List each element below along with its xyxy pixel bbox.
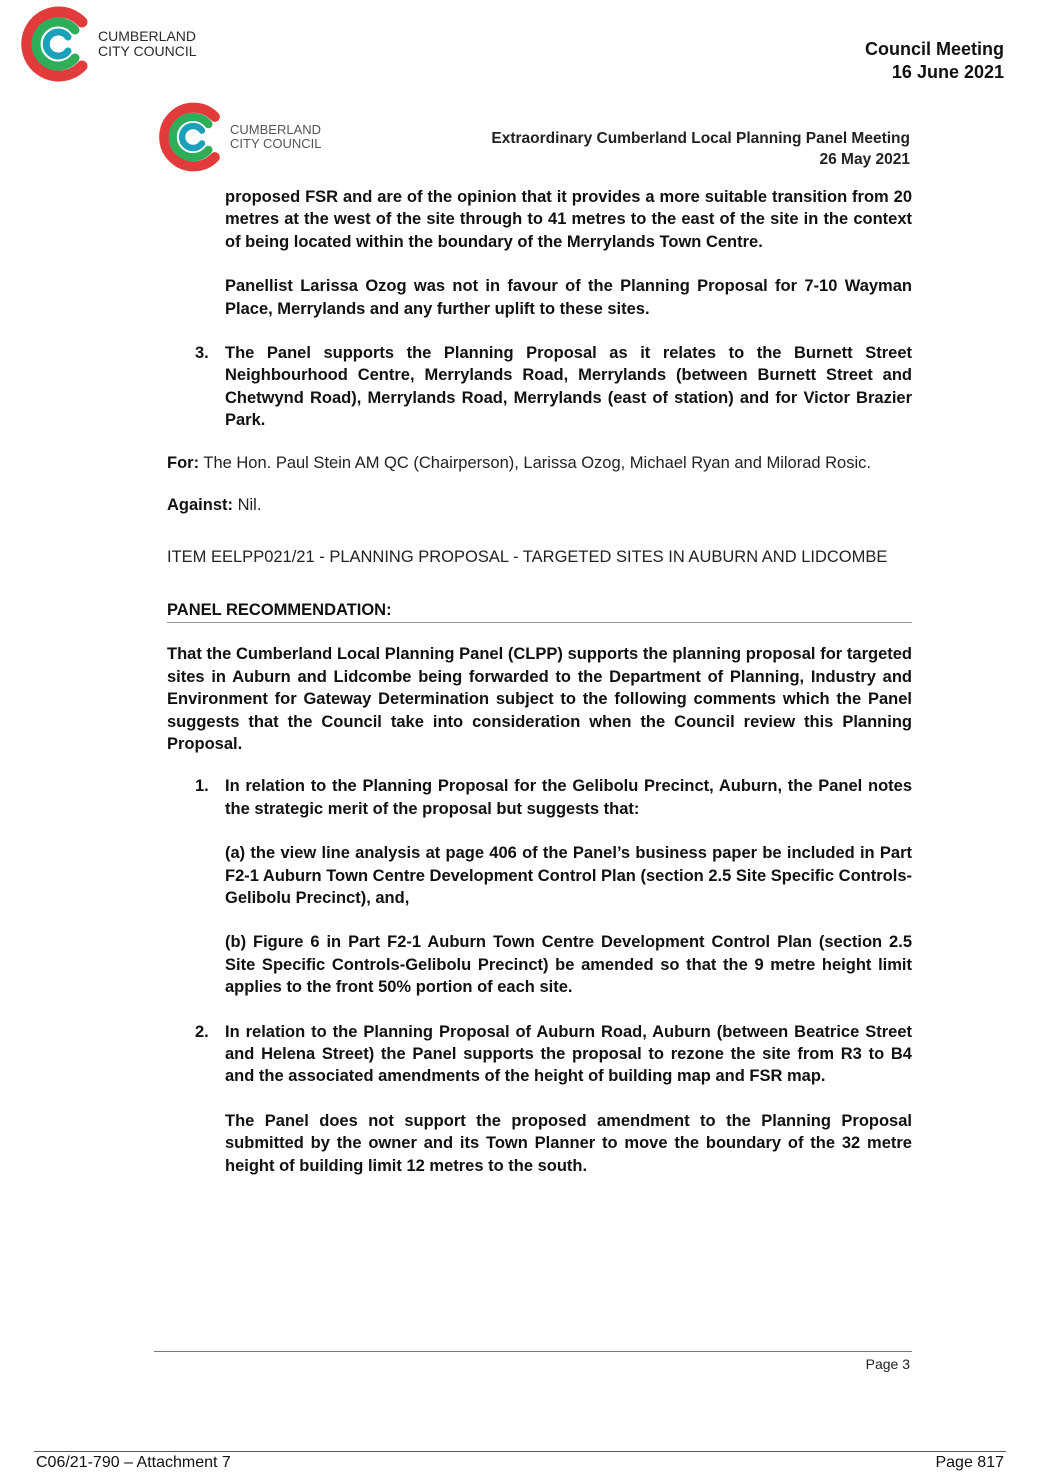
inner-page-number: Page 3: [865, 1356, 910, 1372]
footer-attachment-ref: C06/21-790 – Attachment 7: [36, 1454, 231, 1471]
against-line: [167, 494, 912, 516]
recommendation-1b: (b) Figure 6 in Part F2-1 Auburn Town Centre Development Control Plan (section 2.5 Site Specific Controls-Gelibolu Precinct) be amended so that the 9 metre height limit applies to the front 50% portion of each site.: [225, 933, 912, 997]
for-label: For:: [167, 453, 200, 472]
council-logo-icon: [20, 4, 92, 84]
recommendation-2: [167, 1021, 912, 1088]
council-logo: [20, 4, 197, 84]
item-3-number: 3.: [195, 344, 209, 363]
recommendation-intro: That the Cumberland Local Planning Panel (CLPP) supports the planning proposal for targeted sites in Auburn and Lidcombe being forwarded to the Department of Planning, Industry and Environment for Gateway Determination subject to the following comments which the Panel suggests that the Council take into consideration when the Council review this Planning Proposal.: [167, 645, 912, 753]
inner-council-logo-icon: [158, 100, 224, 174]
item-3-text: The Panel supports the Planning Proposal as it relates to the Burnett Street Neighbourhood Centre, Merrylands Road, Merrylands (between Burnett Street and Chetwynd Road), Merrylands Road, Merrylands (east of station) and for Victor Brazier Park.: [225, 344, 912, 430]
panellist-paragraph: Panellist Larissa Ozog was not in favour of the Planning Proposal for 7-10 Wayman Place, Merrylands and any further uplift to these sites.: [225, 277, 912, 318]
meeting-title: Council Meeting: [865, 39, 1004, 59]
recommendation-1-number: 1.: [195, 777, 209, 796]
inner-logo-line1: CUMBERLAND: [230, 122, 322, 138]
recommendation-1a: (a) the view line analysis at page 406 of the Panel’s business paper be included in Part F2-1 Auburn Town Centre Development Control Plan (section 2.5 Site Specific Controls-Gelibolu Precinct), and,: [225, 844, 912, 907]
inner-header: [491, 128, 910, 170]
recommendation-1-text: In relation to the Planning Proposal for the Gelibolu Precinct, Auburn, the Panel notes the strategic merit of the proposal but suggests that:: [225, 777, 912, 818]
inner-page-divider: [154, 1351, 912, 1352]
for-line: [167, 452, 912, 474]
recommendation-1: [167, 775, 912, 820]
logo-line1: CUMBERLAND: [98, 28, 197, 45]
inner-council-logo: [158, 100, 322, 174]
for-text: The Hon. Paul Stein AM QC (Chairperson), Larissa Ozog, Michael Ryan and Milorad Rosic.: [203, 453, 871, 472]
recommendation-2-text: In relation to the Planning Proposal of Auburn Road, Auburn (between Beatrice Street and Helena Street) the Panel supports the proposal to rezone the site from R3 to B4 and the associated amendments of the height of building map and FSR map.: [225, 1022, 912, 1086]
recommendation-2-number: 2.: [195, 1022, 209, 1041]
document-body: [167, 186, 912, 1177]
continued-paragraph: proposed FSR and are of the opinion that it provides a more suitable transition from 20 metres at the west of the site through to 41 metres to the east of the site in the context of being located within the boundary of the Merrylands Town Centre.: [225, 188, 912, 251]
recommendation-heading: PANEL RECOMMENDATION:: [167, 599, 912, 623]
inner-meeting-title: Extraordinary Cumberland Local Planning Panel Meeting: [491, 130, 910, 147]
against-text: Nil.: [237, 496, 262, 515]
inner-logo-line2: CITY COUNCIL: [230, 136, 322, 151]
recommendation-2-extra: The Panel does not support the proposed amendment to the Planning Proposal submitted by the owner and its Town Planner to move the boundary of the 32 metre height of building limit 12 metres to the south.: [225, 1111, 912, 1175]
item-3: [167, 342, 912, 432]
outer-header: [865, 38, 1004, 84]
against-label: Against:: [167, 496, 233, 515]
inner-meeting-date: 26 May 2021: [819, 151, 910, 168]
logo-line2: CITY COUNCIL: [98, 43, 197, 59]
meeting-date: 16 June 2021: [891, 62, 1004, 82]
item-title: ITEM EELPP021/21 - PLANNING PROPOSAL - TARGETED SITES IN AUBURN AND LIDCOMBE: [167, 548, 888, 567]
footer-divider: [34, 1451, 1006, 1452]
footer-page-number: Page 817: [935, 1454, 1004, 1471]
